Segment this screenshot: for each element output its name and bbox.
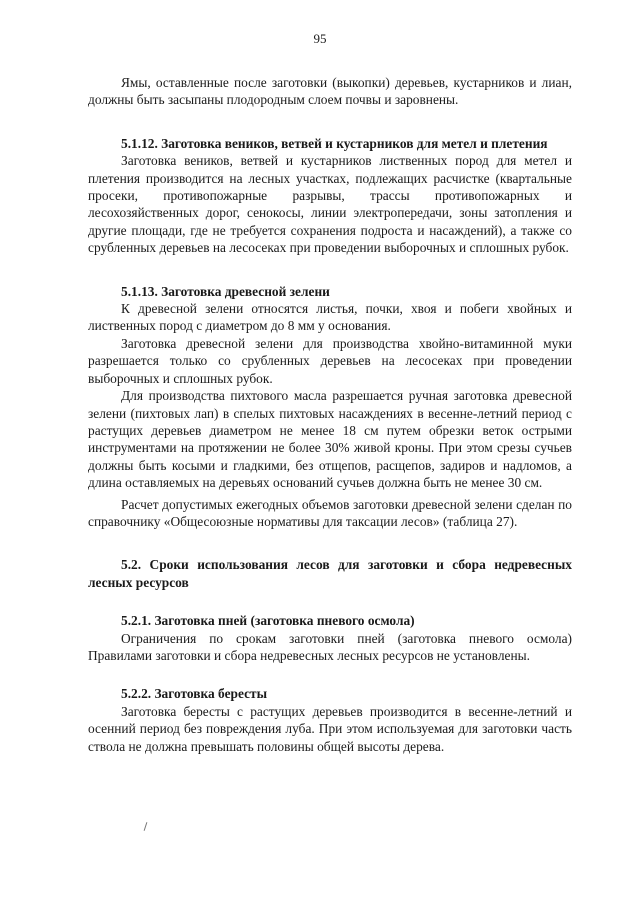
paragraph-volume-calc: Расчет допустимых ежегодных объемов заготовки древесной зелени сделан по справочнику «Общесоюзные нормативы для таксации лесов» (таблица 27). [88, 496, 572, 529]
heading-5-2-2: 5.2.2. Заготовка бересты [121, 686, 268, 702]
paragraph-pits-backfill: Ямы, оставленные после заготовки (выкопки) деревьев, кустарников и лиан, должны быть засыпаны плодородным слоем почвы и заровнены. [88, 75, 572, 108]
page-number: 95 [313, 31, 327, 46]
paragraph-brooms-harvest: Заготовка веников, ветвей и кустарников лиственных пород для метел и плетения производится на лесных участках, подлежащих расчистке (квартальные просеки, противопожарные разрывы, трассы противопожарных и лесохозяйственных дорог, сенокосы, линии электропередачи, зоны затопления и другие площади, где не требуется сохранения подроста и насаждений), а также со срубленных деревьев на лесосеках при проведении выборочных и сплошных рубок. [88, 153, 572, 256]
paragraph-stumps-limits: Ограничения по срокам заготовки пней (заготовка пневого осмола) Правилами заготовки и сбора недревесных лесных ресурсов не установлены. [88, 630, 572, 663]
heading-5-2-1: 5.2.1. Заготовка пней (заготовка пневого осмола) [121, 613, 415, 629]
heading-5-2: 5.2. Сроки использования лесов для заготовки и сбора недревесных лесных ресурсов [88, 557, 572, 590]
paragraph-fir-oil: Для производства пихтового масла разрешается ручная заготовка древесной зелени (пихтовых лап) в спелых пихтовых насаждениях в весенне-летний период с растущих деревьев диаметром не менее 18 см путем обрезки веток острыми инструментами на протяжении не более 30% живой кроны. При этом срезы сучьев должны быть косыми и гладкими, без отщепов, расщепов, задиров и надломов, а длина оставляемых на деревьях оснований сучьев должна быть не менее 30 см. [88, 388, 572, 491]
scan-mark [144, 822, 148, 831]
heading-5-1-13: 5.1.13. Заготовка древесной зелени [121, 283, 330, 299]
document-body [88, 74, 572, 755]
heading-5-1-12: 5.1.12. Заготовка веников, ветвей и кустарников для метел и плетения [121, 135, 548, 151]
paragraph-green-definition: К древесной зелени относятся листья, почки, хвоя и побеги хвойных и лиственных пород с диаметром до 8 мм у основания. [88, 301, 572, 334]
paragraph-birch-bark: Заготовка бересты с растущих деревьев производится в весенне-летний и осенний период без повреждения луба. При этом используемая для заготовки часть ствола не должна превышать половины общей высоты дерева. [88, 703, 572, 754]
paragraph-green-flour: Заготовка древесной зелени для производства хвойно-витаминной муки разрешается только со срубленных деревьев на лесосеках при проведении выборочных и сплошных рубок. [88, 335, 572, 386]
